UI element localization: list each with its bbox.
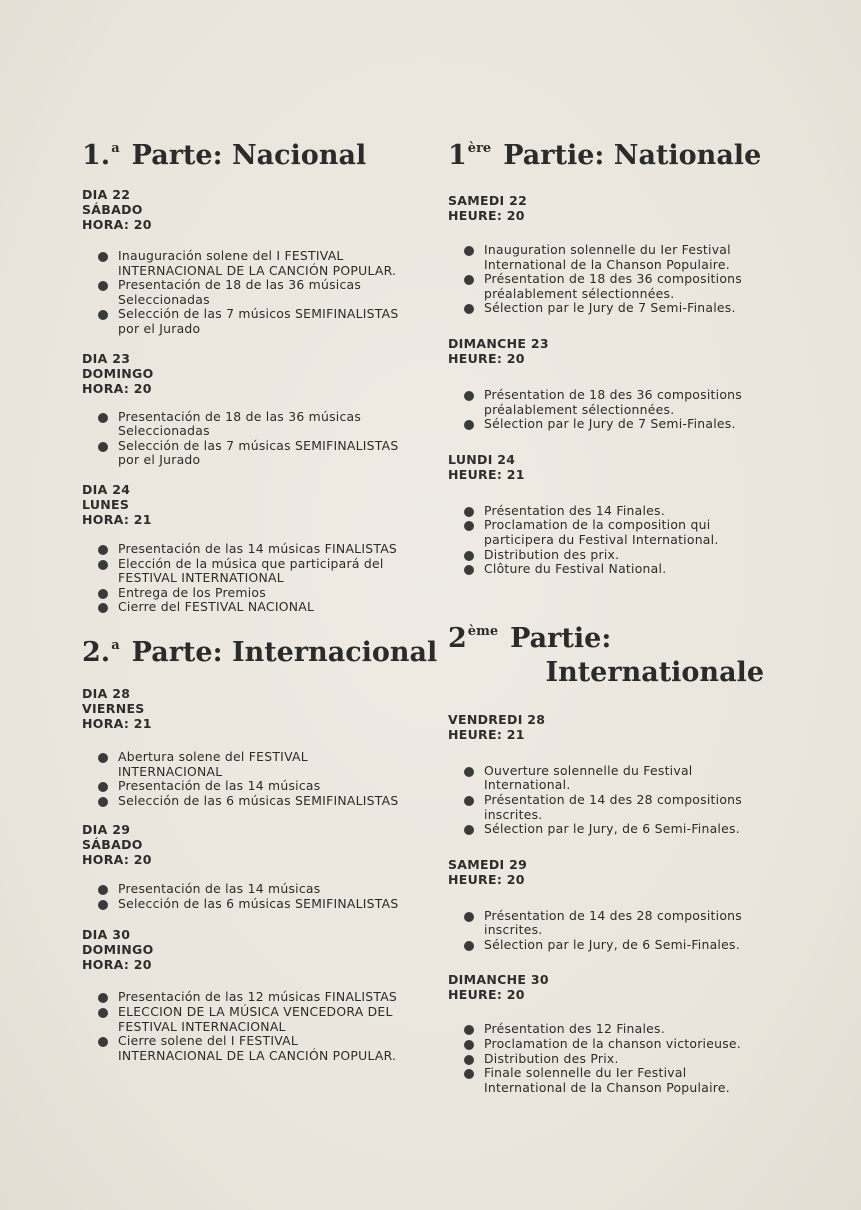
french-column xyxy=(448,128,768,1095)
day-weekday: DOMINGO xyxy=(82,942,154,958)
day-time: HEURE: 20 xyxy=(448,871,525,887)
day-header xyxy=(82,686,402,731)
part-number: 1. xyxy=(82,140,111,171)
list-item: ELECCION DE LA MÚSICA VENCEDORA DEL FESTIVAL INTERNACIONAL xyxy=(82,1005,402,1034)
day-block xyxy=(448,452,768,577)
event-list xyxy=(82,249,402,337)
list-item: Distribution des Prix. xyxy=(448,1052,768,1067)
day-block xyxy=(448,972,768,1095)
bullet-icon xyxy=(464,565,474,575)
list-item: Selección de las 6 músicas SEMIFINALISTAS xyxy=(82,794,402,809)
bullet-icon xyxy=(98,545,108,555)
part-ordinal: a xyxy=(111,637,120,653)
list-item: Selección de las 6 músicas SEMIFINALISTAS xyxy=(82,897,402,912)
bullet-icon xyxy=(464,304,474,314)
day-block xyxy=(448,193,768,316)
event-list xyxy=(82,990,402,1063)
list-item: Entrega de los Premios xyxy=(82,586,402,601)
list-item: Finale solennelle du Ier Festival International de la Chanson Populaire. xyxy=(448,1066,768,1095)
event-list xyxy=(448,504,768,577)
part-number: 2 xyxy=(448,622,467,654)
list-item: Sélection par le Jury de 7 Semi-Finales. xyxy=(448,417,768,432)
day-time: HEURE: 20 xyxy=(448,208,525,223)
list-item: Presentación de las 14 músicas FINALISTAS xyxy=(82,542,402,557)
list-item: Inauguración solene del I FESTIVAL INTERNACIONAL DE LA CANCIÓN POPULAR. xyxy=(82,249,402,278)
list-item: Presentación de las 12 músicas FINALISTAS xyxy=(82,990,402,1005)
day-time: HEURE: 21 xyxy=(448,466,525,482)
event-list xyxy=(448,909,768,953)
part1-heading-fr xyxy=(448,132,768,173)
part-title: Partie: Nationale xyxy=(503,140,762,171)
part-title-line2: Internationale xyxy=(545,656,764,688)
list-item: Abertura solene del FESTIVAL INTERNACIONAL xyxy=(82,750,402,779)
list-item: Sélection par le Jury, de 6 Semi-Finales. xyxy=(448,938,768,953)
list-item: Ouverture solennelle du Festival International. xyxy=(448,764,768,793)
day-weekday: LUNES xyxy=(82,496,130,512)
list-item: Présentation des 14 Finales. xyxy=(448,504,768,519)
day-time: HORA: 20 xyxy=(82,957,152,973)
list-item: Proclamation de la chanson victorieuse. xyxy=(448,1037,768,1052)
bullet-icon xyxy=(98,885,108,895)
list-item: Distribution des prix. xyxy=(448,548,768,563)
day-date: DIA 28 xyxy=(82,685,131,701)
list-item: Clôture du Festival National. xyxy=(448,562,768,577)
day-time: HORA: 20 xyxy=(82,380,152,396)
day-date: SAMEDI 22 xyxy=(448,193,528,208)
day-date: VENDREDI 28 xyxy=(448,711,546,727)
day-time: HEURE: 20 xyxy=(448,350,525,366)
day-time: HORA: 21 xyxy=(82,715,152,731)
day-header xyxy=(448,857,768,887)
day-date: DIA 29 xyxy=(82,822,131,838)
day-block xyxy=(82,927,402,1063)
day-block xyxy=(82,187,402,337)
bullet-icon xyxy=(98,603,108,613)
list-item: Présentation de 18 des 36 compositions préalablement sélectionnées. xyxy=(448,272,768,301)
bullet-icon xyxy=(98,753,108,763)
bullet-icon xyxy=(464,420,474,430)
list-item: Présentation de 18 des 36 compositions préalablement sélectionnées. xyxy=(448,388,768,417)
event-list xyxy=(82,750,402,808)
bullet-icon xyxy=(464,1069,474,1079)
day-header xyxy=(82,351,402,396)
bullet-icon xyxy=(98,900,108,910)
list-item: Sélection par le Jury, de 6 Semi-Finales. xyxy=(448,822,768,837)
day-block xyxy=(448,857,768,953)
bullet-icon xyxy=(98,797,108,807)
event-list xyxy=(448,388,768,432)
day-date: DIMANCHE 30 xyxy=(448,972,549,988)
day-weekday: VIERNES xyxy=(82,700,145,716)
day-header xyxy=(82,822,402,867)
part-ordinal: ème xyxy=(467,623,499,639)
bullet-icon xyxy=(464,391,474,401)
bullet-icon xyxy=(98,281,108,291)
list-item: Presentación de las 14 músicas xyxy=(82,779,402,794)
part-title: Partie: xyxy=(510,622,612,654)
bullet-icon xyxy=(464,551,474,561)
bullet-icon xyxy=(98,782,108,792)
bullet-icon xyxy=(464,912,474,922)
day-date: SAMEDI 29 xyxy=(448,856,528,872)
day-header xyxy=(448,452,768,482)
day-header xyxy=(82,482,402,527)
list-item: Cierre solene del I FESTIVAL INTERNACIONAL DE LA CANCIÓN POPULAR. xyxy=(82,1034,402,1063)
day-header xyxy=(448,193,768,223)
list-item: Présentation de 14 des 28 compositions inscrites. xyxy=(448,793,768,822)
list-item: Présentation des 12 Finales. xyxy=(448,1022,768,1037)
day-date: DIA 30 xyxy=(82,927,131,943)
event-list xyxy=(82,882,402,911)
bullet-icon xyxy=(98,560,108,570)
list-item: Selección de las 7 músicos SEMIFINALISTAS por el Jurado xyxy=(82,307,402,336)
day-header xyxy=(448,972,768,1002)
day-header xyxy=(82,187,402,232)
list-item: Cierre del FESTIVAL NACIONAL xyxy=(82,600,402,615)
bullet-icon xyxy=(464,1025,474,1035)
bullet-icon xyxy=(464,275,474,285)
day-time: HEURE: 21 xyxy=(448,726,525,742)
bullet-icon xyxy=(98,589,108,599)
spanish-column xyxy=(82,128,438,1063)
list-item: Selección de las 7 músicas SEMIFINALISTAS por el Jurado xyxy=(82,439,402,468)
bullet-icon xyxy=(98,310,108,320)
bullet-icon xyxy=(464,825,474,835)
part-title: Parte: Internacional xyxy=(131,636,438,668)
day-weekday: SÁBADO xyxy=(82,202,143,217)
list-item: Inauguration solennelle du Ier Festival International de la Chanson Populaire. xyxy=(448,243,768,272)
part-ordinal: a xyxy=(111,141,120,156)
list-item: Présentation de 14 des 28 compositions inscrites. xyxy=(448,909,768,938)
bullet-icon xyxy=(464,1040,474,1050)
day-block xyxy=(82,686,402,808)
list-item: Presentación de las 14 músicas xyxy=(82,882,402,897)
part-number: 1 xyxy=(448,140,467,171)
list-item: Proclamation de la composition qui participera du Festival International. xyxy=(448,518,768,547)
event-list xyxy=(448,243,768,316)
day-block xyxy=(82,351,402,468)
list-item: Elección de la música que participará del FESTIVAL INTERNATIONAL xyxy=(82,557,402,586)
bullet-icon xyxy=(464,941,474,951)
day-weekday: DOMINGO xyxy=(82,365,154,381)
day-time: HEURE: 20 xyxy=(448,987,525,1003)
day-time: HORA: 20 xyxy=(82,217,152,232)
day-header xyxy=(448,712,768,742)
part-number: 2. xyxy=(82,636,111,668)
bullet-icon xyxy=(464,521,474,531)
day-weekday: SÁBADO xyxy=(82,837,143,853)
bullet-icon xyxy=(98,1008,108,1018)
day-date: DIA 24 xyxy=(82,481,131,497)
bullet-icon xyxy=(98,252,108,262)
part-ordinal: ère xyxy=(467,141,492,156)
list-item: Presentación de 18 de las 36 músicas Seleccionadas xyxy=(82,278,402,307)
day-time: HORA: 21 xyxy=(82,511,152,527)
part2-heading-es xyxy=(82,629,438,670)
part2-heading-fr xyxy=(448,615,768,690)
bullet-icon xyxy=(98,1037,108,1047)
bullet-icon xyxy=(464,767,474,777)
day-date: LUNDI 24 xyxy=(448,451,516,467)
day-date: DIA 22 xyxy=(82,187,131,202)
day-time: HORA: 20 xyxy=(82,852,152,868)
day-date: DIA 23 xyxy=(82,350,131,366)
bullet-icon xyxy=(464,246,474,256)
bullet-icon xyxy=(464,1055,474,1065)
event-list xyxy=(82,410,402,468)
day-block xyxy=(448,336,768,432)
day-block xyxy=(82,822,402,911)
bullet-icon xyxy=(98,993,108,1003)
bullet-icon xyxy=(464,507,474,517)
event-list xyxy=(448,764,768,837)
event-list xyxy=(448,1022,768,1095)
bullet-icon xyxy=(464,796,474,806)
part1-heading-es xyxy=(82,132,402,173)
day-header xyxy=(82,927,402,972)
list-item: Presentación de 18 de las 36 músicas Seleccionadas xyxy=(82,410,402,439)
list-item: Sélection par le Jury de 7 Semi-Finales. xyxy=(448,301,768,316)
day-block xyxy=(448,712,768,837)
bullet-icon xyxy=(98,442,108,452)
part-title: Parte: Nacional xyxy=(131,140,367,171)
day-header xyxy=(448,336,768,366)
event-list xyxy=(82,542,402,615)
bullet-icon xyxy=(98,413,108,423)
day-block xyxy=(82,482,402,615)
day-date: DIMANCHE 23 xyxy=(448,335,549,351)
